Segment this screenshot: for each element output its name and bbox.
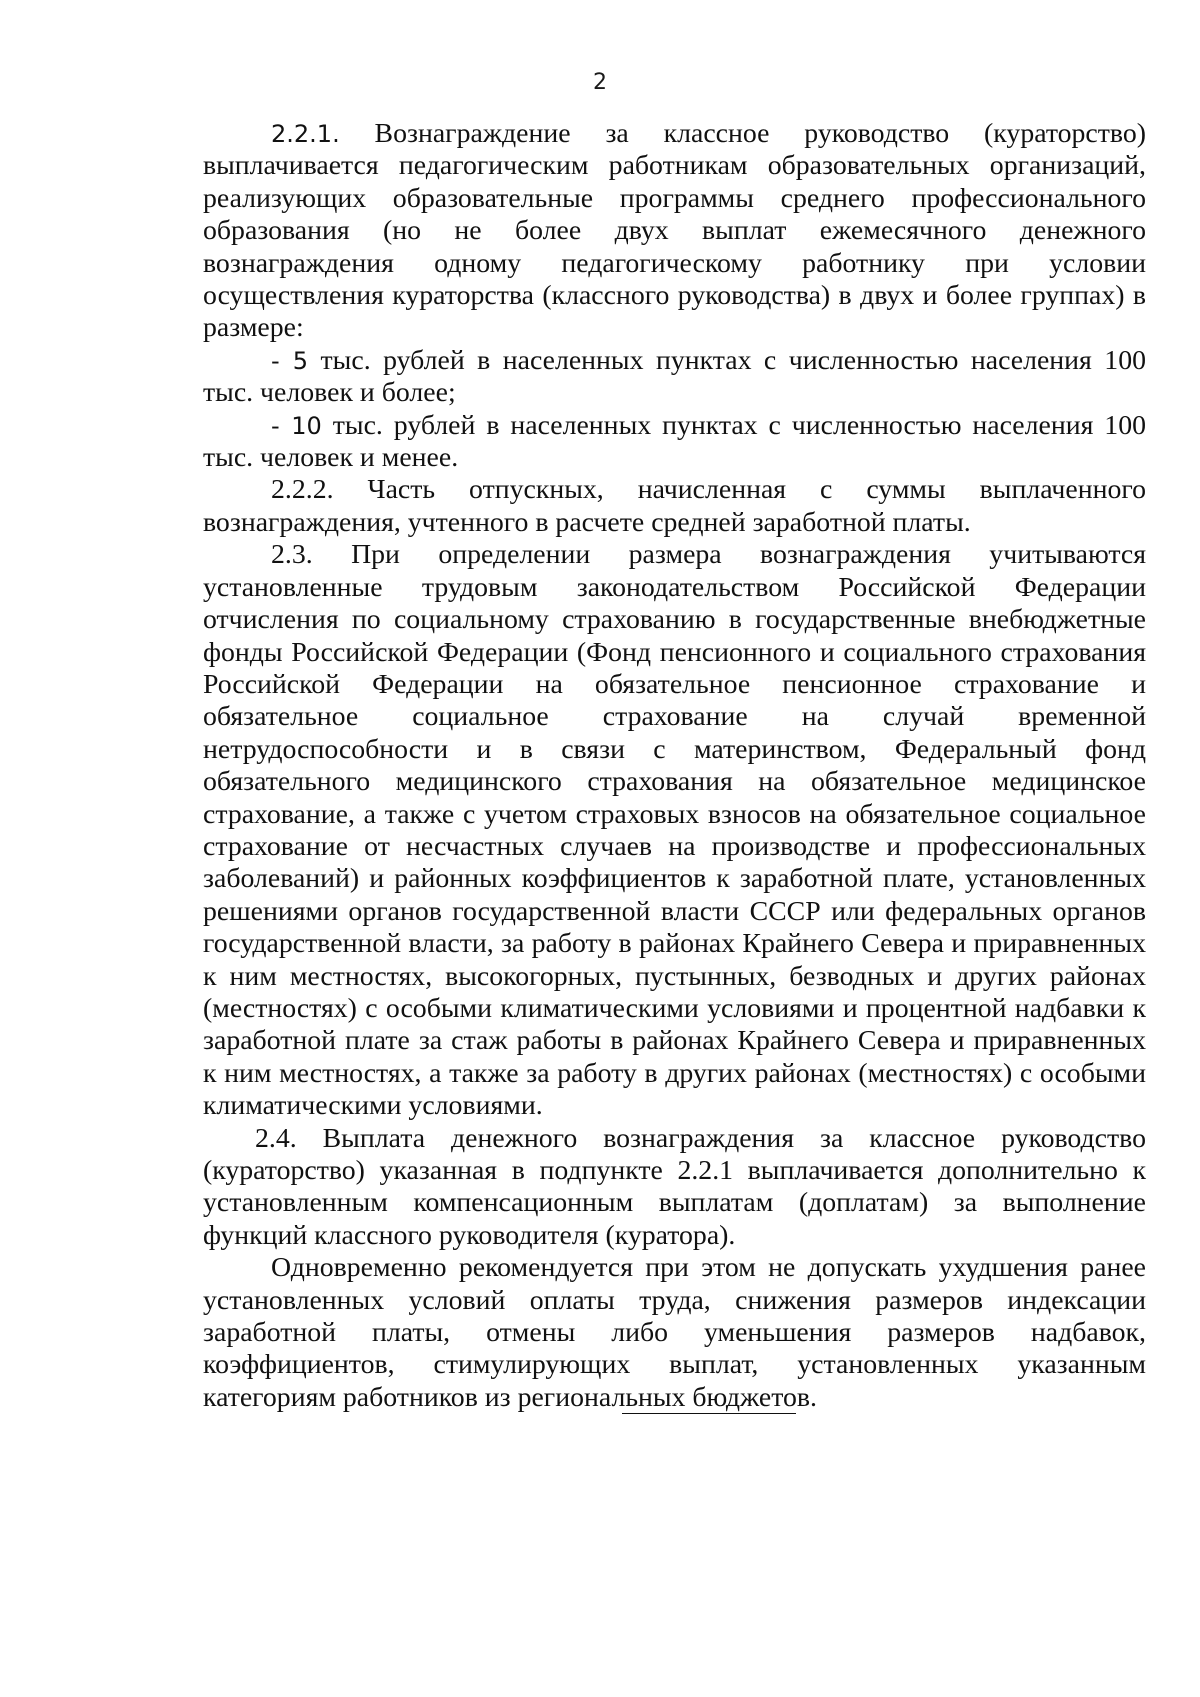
paragraph-2-2-2 xyxy=(203,474,1146,539)
paragraph-lead: 2.2.1. xyxy=(271,120,340,148)
paragraph-2-3 xyxy=(203,539,1146,1122)
list-item-lead: - 10 xyxy=(271,411,322,440)
list-item-10-thousand xyxy=(203,410,1146,475)
paragraph-recommendation xyxy=(203,1252,1146,1414)
list-item-text: тыс. рублей в населенных пунктах с численностью населения 100 тыс. человек и более; xyxy=(203,344,1146,409)
list-item-lead: - 5 xyxy=(271,346,309,375)
paragraph-text: Одновременно рекомендуется при этом не допускать ухудшения ранее установленных условий оплаты труда, снижения размеров индексации заработной платы, отмены либо уменьшения размеров надбавок, коэффициентов, стимулирующих выплат, установленных указанным категориям работников из региональных бюджетов. xyxy=(203,1252,1146,1413)
paragraph-text: 2.4. Выплата денежного вознаграждения за классное руководство (кураторство) указанная в подпункте 2.2.1 выплачивается дополнительно к установленным компенсационным выплатам (доплатам) за выполнение функций классного руководителя (куратора). xyxy=(203,1122,1146,1251)
paragraph-2-4 xyxy=(203,1123,1146,1253)
paragraph-text: Вознаграждение за классное руководство (кураторство) выплачивается педагогическим работникам образовательных организаций, реализующих образовательные программы среднего профессионального образования (но не более двух выплат ежемесячного денежного вознаграждения одному педагогическому работнику при условии осуществления кураторства (классного руководства) в двух и более группах) в размере: xyxy=(203,118,1146,344)
page-number: 2 xyxy=(593,70,607,95)
list-item-5-thousand xyxy=(203,345,1146,410)
paragraph-2-2-1 xyxy=(203,118,1146,345)
end-of-document-line xyxy=(622,1413,796,1414)
paragraph-text: 2.2.2. Часть отпускных, начисленная с суммы выплаченного вознаграждения, учтенного в расчете средней заработной платы. xyxy=(203,474,1146,538)
paragraph-text: 2.3. При определении размера вознаграждения учитываются установленные трудовым законодательством Российской Федерации отчисления по социальному страхованию в государственные внебюджетные фонды Российской Федерации (Фонд пенсионного и социального страхования Российской Федерации на обязательное пенсионное страхование и обязательное социальное страхование на случай временной нетрудоспособности и в связи с материнством, Федеральный фонд обязательного медицинского страхования на обязательное медицинское страхование, а также с учетом страховых взносов на обязательное социальное страхование от несчастных случаев на производстве и профессиональных заболеваний) и районных коэффициентов к заработной плате, установленных решениями органов государственной власти СССР или федеральных органов государственной власти, за работу в районах Крайнего Севера и приравненных к ним местностях, высокогорных, пустынных, безводных и других районах (местностях) с особыми климатическими условиями и процентной надбавки к заработной плате за стаж работы в районах Крайнего Севера и приравненных к ним местностях, а также за работу в других районах (местностях) с особыми климатическими условиями. xyxy=(203,539,1146,1122)
list-item-text: тыс. рублей в населенных пунктах с численностью населения 100 тыс. человек и менее. xyxy=(203,409,1146,474)
document-body xyxy=(203,118,1146,1414)
